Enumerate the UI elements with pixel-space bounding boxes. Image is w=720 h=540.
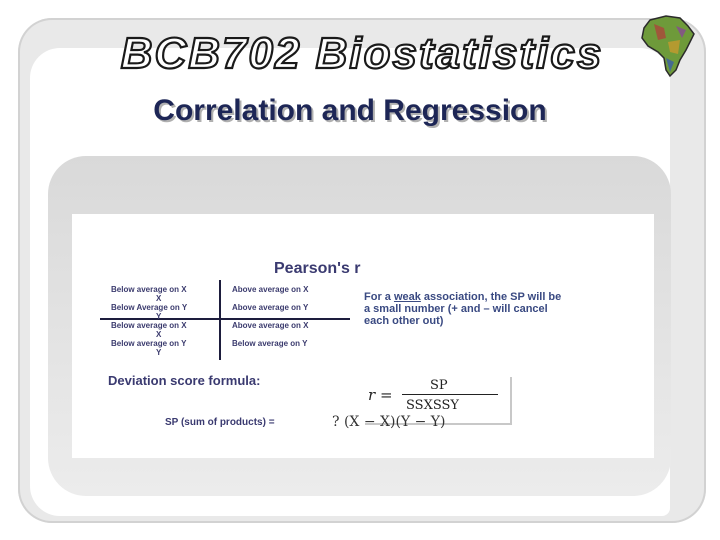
quadrant-top-left-2: Below Average on Y: [111, 303, 188, 312]
quadrant-top-left: Below average on X: [111, 285, 187, 294]
page-title: Correlation and Regression: [153, 94, 547, 127]
r-formula-denominator: SSXSSY: [406, 398, 460, 413]
marker-y2: Y: [156, 348, 162, 357]
fraction-bar: [402, 394, 498, 395]
quadrant-top-right-2: Above average on Y: [232, 303, 309, 312]
marker-x2: X: [156, 330, 162, 339]
quadrant-bottom-left-2: Below average on Y: [111, 339, 187, 348]
weak-association-note: For a weak association, the SP will be a small number (+ and – will cancel each other out): [364, 291, 562, 327]
sp-label: SP (sum of products) =: [165, 417, 275, 428]
deviation-formula-label: Deviation score formula:: [108, 373, 261, 388]
pearson-heading: Pearson's r: [274, 260, 361, 277]
quadrant-bottom-right-2: Below average on Y: [232, 339, 308, 348]
brand-text: BCB702 Biostatistics: [120, 29, 604, 76]
quadrant-bottom-right: Above average on X: [232, 321, 309, 330]
brand-title: [112, 24, 612, 76]
marker-y1: Y: [156, 312, 162, 321]
sp-expression: ? (X − X)(Y − Y): [332, 414, 446, 430]
marker-x1: X: [156, 294, 162, 303]
africa-map-logo-icon: [636, 12, 700, 80]
r-formula-lhs: r =: [368, 386, 393, 404]
quadrant-bottom-left: Below average on X: [111, 321, 187, 330]
r-formula-numerator: SP: [430, 378, 448, 393]
quadrant-top-right: Above average on X: [232, 285, 309, 294]
